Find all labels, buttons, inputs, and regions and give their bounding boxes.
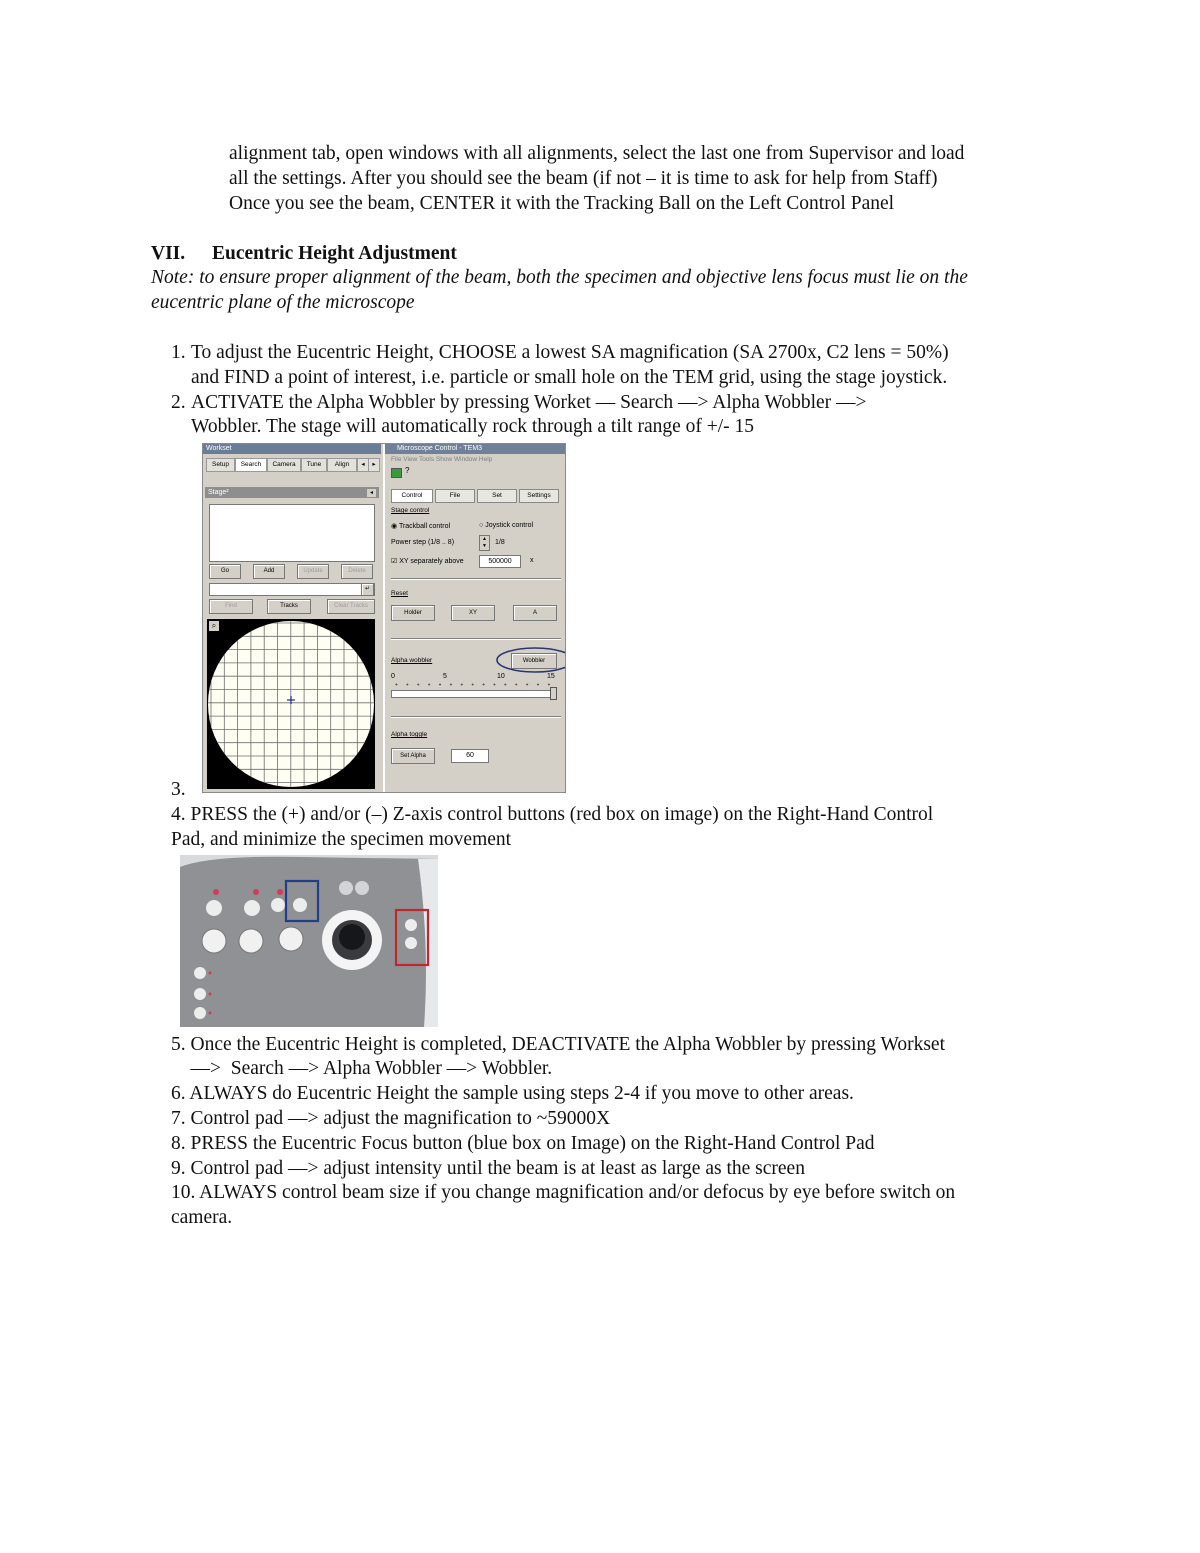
stage-position-list[interactable]	[209, 504, 375, 562]
tab-set[interactable]: Set	[477, 489, 517, 503]
combo-arrow-icon[interactable]: ↵	[361, 583, 374, 596]
scale-tick-15: 15	[547, 673, 555, 680]
step-9: 9. Control pad —> adjust intensity until the beam is at least as large as the screen	[171, 1158, 805, 1179]
wobbler-highlight-circle	[495, 646, 566, 674]
tracks-button[interactable]: Tracks	[267, 599, 311, 614]
step-5-line-1: 5. Once the Eucentric Height is completed, DEACTIVATE the Alpha Wobbler by pressing Workset	[171, 1034, 945, 1055]
tab-search[interactable]: Search	[235, 458, 267, 472]
joystick-label: Joystick control	[485, 522, 534, 529]
xy-separately-label: XY separately above	[399, 558, 464, 565]
tab-scroll-right-icon[interactable]: ▸	[368, 458, 380, 472]
microscope-control-title: Microscope Control - TEM3	[385, 444, 566, 454]
alpha-wobbler-label: Alpha wobbler	[391, 657, 433, 664]
step-1-line-1: To adjust the Eucentric Height, CHOOSE a lowest SA magnification (SA 2700x, C2 lens = 50%)	[191, 342, 949, 363]
workset-panel	[203, 444, 381, 792]
xy-button[interactable]: XY	[451, 605, 495, 621]
step-4-line-2: Pad, and minimize the specimen movement	[171, 829, 512, 850]
grid-circle	[207, 619, 375, 789]
step-5-line-2: —> Search —> Alpha Wobbler —> Wobbler.	[171, 1058, 553, 1079]
stage-title: Stage²	[205, 487, 379, 498]
find-button[interactable]: Find	[209, 599, 253, 614]
alpha-slider-thumb[interactable]	[550, 687, 557, 700]
tab-file[interactable]: File	[435, 489, 475, 503]
stage-grid-map[interactable]	[207, 619, 375, 789]
stage-control-label: Stage control	[391, 507, 430, 514]
slider-ticks	[391, 683, 555, 686]
intro-line-1: alignment tab, open windows with all alignments, select the last one from Supervisor and load	[229, 143, 965, 164]
step-4-line-1: 4. PRESS the (+) and/or (–) Z-axis control buttons (red box on image) on the Right-Hand Control	[171, 804, 934, 825]
microscope-control-panel	[383, 444, 566, 792]
xy-unit: x	[530, 557, 534, 564]
step-8: 8. PRESS the Eucentric Focus button (blue box on Image) on the Right-Hand Control Pad	[171, 1133, 875, 1154]
scale-tick-0: 0	[391, 673, 395, 680]
control-pad-illustration	[180, 855, 438, 1027]
zoom-icon[interactable]: ⌕	[209, 621, 219, 631]
holder-button[interactable]: Holder	[391, 605, 435, 621]
alpha-toggle-label: Alpha toggle	[391, 731, 428, 738]
intro-line-2: all the settings. After you should see the beam (if not – it is time to ask for help from Staff)	[229, 168, 938, 189]
tab-setup[interactable]: Setup	[206, 458, 235, 472]
tab-control[interactable]: Control	[391, 489, 433, 503]
step-10-line-1: 10. ALWAYS control beam size if you change magnification and/or defocus by eye before switch on	[171, 1182, 956, 1203]
step-3-number: 3.	[171, 779, 186, 800]
tab-scroll-left-icon[interactable]: ◂	[357, 458, 369, 472]
step-2-number: 2.	[171, 392, 186, 413]
step-2-line-1: ACTIVATE the Alpha Wobbler by pressing Worket — Search —> Alpha Wobbler —>	[191, 392, 867, 413]
clear-tracks-button[interactable]: Clear Tracks	[327, 599, 375, 614]
alpha-value-input[interactable]: 60	[451, 749, 489, 763]
note-line-1: Note: to ensure proper alignment of the beam, both the specimen and objective lens focus must lie on the	[151, 267, 968, 288]
step-1-number: 1.	[171, 342, 186, 363]
wobbler-button[interactable]: Wobbler	[511, 653, 557, 669]
scale-tick-5: 5	[443, 673, 447, 680]
xy-separately-checkbox[interactable]: ☑ XY separately above	[391, 558, 464, 565]
step-6: 6. ALWAYS do Eucentric Height the sample using steps 2-4 if you move to other areas.	[171, 1083, 854, 1104]
xy-separately-input[interactable]: 500000	[479, 555, 521, 568]
section-number: VII.	[151, 243, 186, 264]
add-button[interactable]: Add	[253, 564, 285, 579]
workset-title: Workset	[203, 444, 381, 454]
delete-button[interactable]: Delete	[341, 564, 373, 579]
go-button[interactable]: Go	[209, 564, 241, 579]
power-step-value: 1/8	[495, 539, 505, 546]
alpha-slider-track[interactable]	[391, 690, 555, 698]
intro-line-3: Once you see the beam, CENTER it with the Tracking Ball on the Left Control Panel	[229, 193, 895, 214]
scale-tick-10: 10	[497, 673, 505, 680]
divider-1	[391, 578, 561, 580]
power-step-label: Power step (1/8 .. 8)	[391, 539, 455, 546]
trackball-label: Trackball control	[398, 523, 451, 530]
divider-2	[391, 638, 561, 640]
reset-label: Reset	[391, 590, 408, 597]
step-7: 7. Control pad —> adjust the magnification to ~59000X	[171, 1108, 611, 1129]
step-10-line-2: camera.	[171, 1207, 233, 1228]
step-1-line-2: and FIND a point of interest, i.e. particle or small hole on the TEM grid, using the stage joystick.	[191, 367, 948, 388]
update-button[interactable]: Update	[297, 564, 329, 579]
tab-tune[interactable]: Tune	[301, 458, 327, 472]
joystick-radio[interactable]: ○ Joystick control	[479, 522, 534, 529]
tab-camera[interactable]: Camera	[267, 458, 301, 472]
help-icon[interactable]: ?	[405, 466, 410, 475]
section-title: Eucentric Height Adjustment	[212, 243, 457, 264]
tab-align[interactable]: Align	[327, 458, 357, 472]
note-line-2: eucentric plane of the microscope	[151, 292, 415, 313]
power-step-spinner-icon[interactable]: ▲ ▼	[479, 535, 490, 551]
alpha-reset-button[interactable]: A	[513, 605, 557, 621]
microscope-software-screenshot	[202, 443, 566, 793]
right-hand-control-pad-photo	[180, 855, 438, 1027]
divider-3	[391, 716, 561, 718]
toolbar-green-icon[interactable]	[391, 468, 402, 478]
tab-settings[interactable]: Settings	[519, 489, 559, 503]
step-2-line-2: Wobbler. The stage will automatically rock through a tilt range of +/- 15	[191, 416, 755, 437]
position-combo[interactable]	[209, 583, 375, 596]
menu-bar[interactable]: File View Tools Show Window Help	[391, 456, 493, 463]
collapse-icon[interactable]: ◂	[367, 489, 376, 497]
trackball-radio[interactable]: ◉ Trackball control	[391, 523, 451, 530]
set-alpha-button[interactable]: Set Alpha	[391, 748, 435, 764]
